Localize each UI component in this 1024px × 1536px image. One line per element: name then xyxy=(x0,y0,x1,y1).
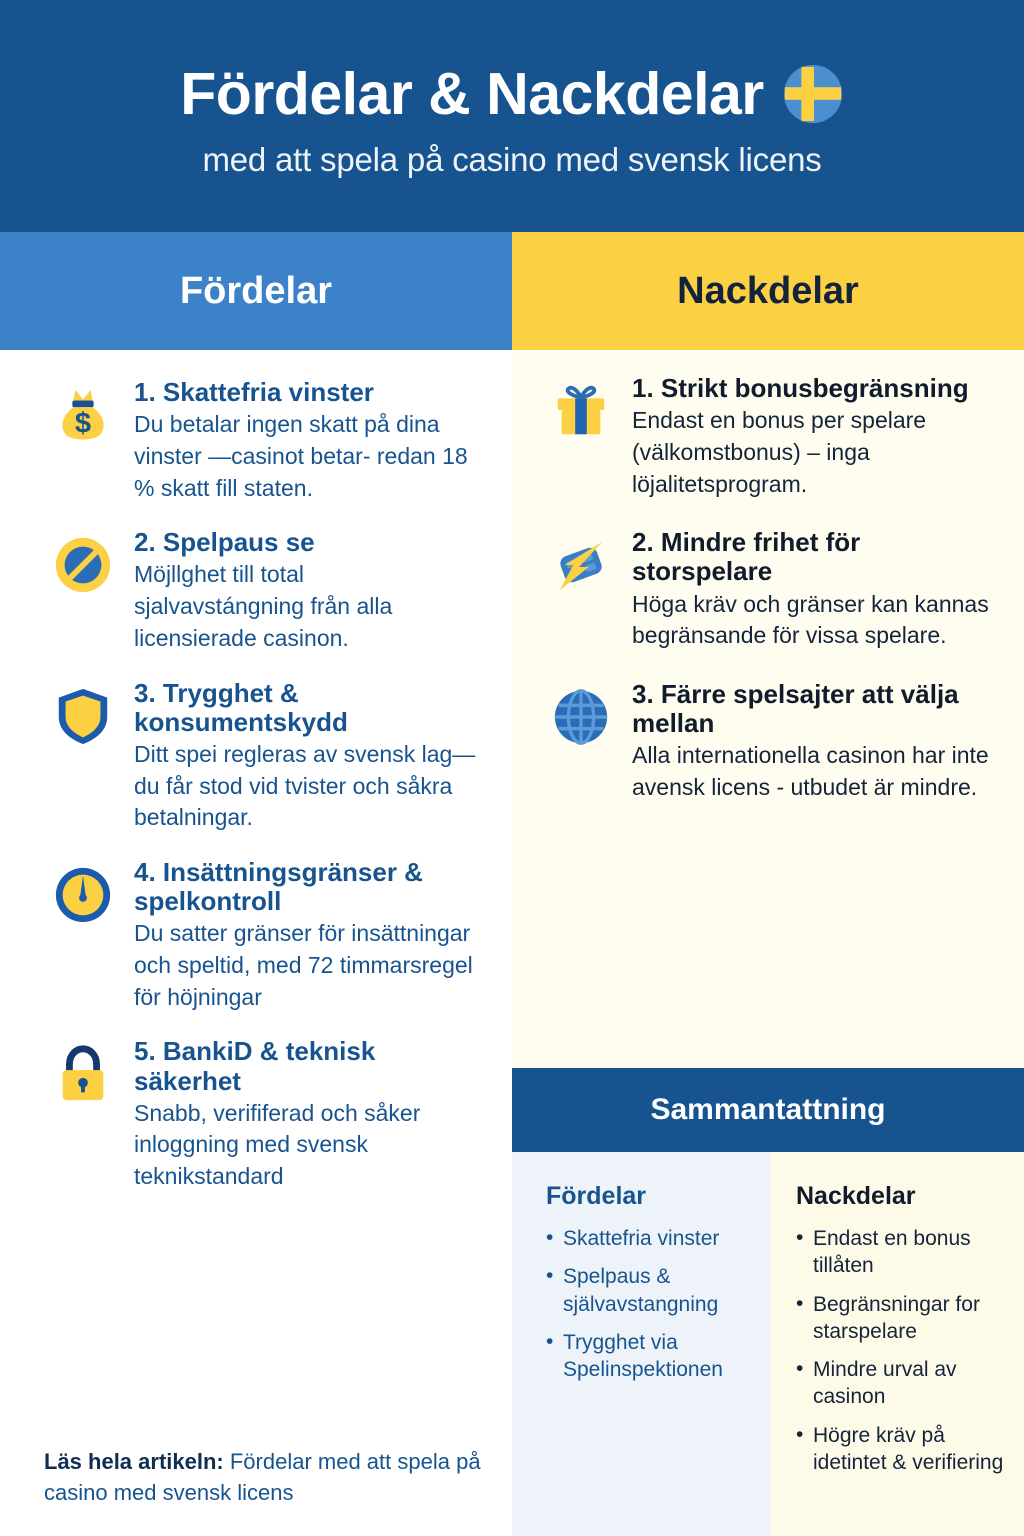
list-item xyxy=(52,858,478,1013)
globe-icon xyxy=(550,680,616,804)
pros-column xyxy=(0,350,512,1536)
list-item-desc: Alla internationella casinon har inte avensk licens - utbudet är mindre. xyxy=(632,742,989,800)
list-item: • Begränsningar for starspelare xyxy=(796,1291,1006,1346)
content-columns xyxy=(0,350,1024,1536)
page-header xyxy=(0,0,1024,232)
list-item-desc: Ditt spei regleras av svensk lag—du får stod vid tvister och såkra betalningar. xyxy=(134,740,476,831)
cons-column xyxy=(512,350,1024,1536)
list-item-title: 5. BankiD & teknisk säkerhet xyxy=(134,1036,376,1096)
list-item-title: 2. Mindre frihet för storspelare xyxy=(632,527,861,587)
summary-pros-title: Fördelar xyxy=(546,1182,647,1210)
gauge-icon xyxy=(52,858,118,1013)
list-item-desc: Du betalar ingen skatt på dina vinster —casinot betar- redan 18 % skatt fill staten. xyxy=(134,411,468,501)
list-item: • Trygghet via Spelinspektionen xyxy=(546,1329,752,1384)
list-item-desc: Du satter gränser för insättningar och speltid, med 72 timmarsregel för höjningar xyxy=(134,920,473,1010)
list-item xyxy=(550,680,994,804)
list-item-title: 1. Skattefria vinster xyxy=(134,377,374,407)
summary-cons-list xyxy=(796,1225,1006,1476)
list-item-body xyxy=(134,679,478,834)
list-item-title: 2. Spelpaus se xyxy=(134,527,315,558)
list-item-body xyxy=(632,528,994,652)
summary-heading: Sammantattning xyxy=(512,1068,1024,1152)
footer-note-label: Läs hela artikeln: xyxy=(44,1448,224,1474)
column-header-pros: Fördelar xyxy=(0,232,512,350)
column-header-cons: Nackdelar xyxy=(512,232,1024,350)
list-item: • Skattefria vinster xyxy=(546,1225,752,1252)
list-item-body xyxy=(134,1037,478,1192)
list-item: • Endast en bonus tillåten xyxy=(796,1225,1006,1280)
svg-text:$: $ xyxy=(74,407,92,440)
pros-list xyxy=(0,350,512,1193)
list-item-body xyxy=(134,378,478,504)
lightning-icon xyxy=(550,528,616,652)
list-item xyxy=(550,374,994,500)
footer-note xyxy=(44,1446,486,1508)
lock-icon xyxy=(52,1037,118,1192)
summary-panel xyxy=(512,1068,1024,1536)
shield-icon xyxy=(52,679,118,834)
list-item-title: 1. Strikt bonusbegränsning xyxy=(632,373,969,403)
list-item-title: 3. Färre spelsajter att välja mellan xyxy=(632,679,959,739)
list-item xyxy=(52,1037,478,1192)
list-item xyxy=(52,378,478,504)
list-item-desc: Möjllghet till total sjalvavstángning från alla licensierade casinon. xyxy=(134,561,393,651)
list-item-title: 3. Trygghet & konsumentskydd xyxy=(134,677,348,737)
list-item xyxy=(550,528,994,652)
summary-pros xyxy=(512,1152,770,1536)
summary-cons-title: Nackdelar xyxy=(796,1182,916,1210)
list-item: • Högre kräv på idetintet & verifiering xyxy=(796,1422,1006,1477)
list-item-title: 4. Insättningsgränser & spelkontroll xyxy=(134,857,423,917)
page-subtitle: med att spela på casino med svensk licens xyxy=(202,141,822,178)
money-bag-icon xyxy=(52,378,118,504)
summary-cons xyxy=(770,1152,1024,1536)
column-header-bar xyxy=(0,232,1024,350)
list-item: • Spelpaus & självavstangning xyxy=(546,1263,752,1318)
no-entry-icon xyxy=(52,528,118,654)
list-item: • Mindre urval av casinon xyxy=(796,1356,1006,1411)
sweden-flag-icon xyxy=(782,63,844,125)
list-item-desc: Endast en bonus per spelare (välkomstbonus) – inga löjalitetsprogram. xyxy=(632,407,927,497)
list-item-body xyxy=(632,374,994,500)
list-item-body xyxy=(134,858,478,1013)
footer-note-text[interactable]: Fördelar med att spela på casino med svensk licens xyxy=(44,1448,481,1505)
list-item-desc: Snabb, verififerad och såker inloggning med svensk teknikstandard xyxy=(134,1099,421,1190)
summary-pros-list xyxy=(546,1225,752,1383)
page-title: Fördelar & Nackdelar xyxy=(180,60,764,127)
list-item-desc: Höga kräv och gränser kan kannas begränsande för vissa spelare. xyxy=(632,590,989,649)
gift-icon xyxy=(550,374,616,500)
summary-body xyxy=(512,1152,1024,1536)
list-item-body xyxy=(632,680,994,804)
cons-list xyxy=(512,350,1024,832)
header-title-row xyxy=(180,60,844,127)
list-item-body xyxy=(134,528,478,654)
list-item xyxy=(52,528,478,654)
list-item xyxy=(52,679,478,834)
